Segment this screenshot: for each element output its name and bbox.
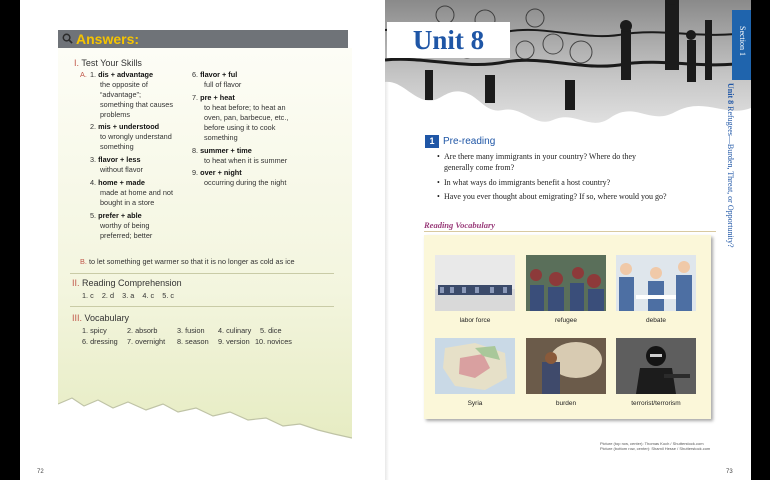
vocab-answer: 5. dice (260, 326, 282, 335)
answer-item-1: 1. dis + advantage (90, 70, 154, 79)
textbook-spread (20, 0, 751, 480)
vocab-label: burden (555, 400, 577, 407)
debate-image (616, 255, 696, 311)
answers-title: Answers: (76, 31, 140, 47)
answer-def-line: to wrongly understand (100, 132, 172, 141)
answers-header (58, 30, 348, 48)
answer-def-line: without flavor (100, 165, 143, 174)
vocab-answer: 2. absorb (127, 326, 158, 335)
terrorist-image (616, 338, 696, 394)
page-number-left: 72 (37, 469, 44, 475)
reading-vocabulary-title: Reading Vocabulary (424, 220, 496, 230)
page-number-right: 73 (726, 469, 733, 475)
vocabulary-panel (424, 235, 711, 419)
vocab-label: terrorist/terrorism (631, 400, 681, 407)
vocab-answer: 3. fusion (177, 326, 205, 335)
vocab-answer: 6. dressing (82, 337, 118, 346)
refugees-fence-photo (385, 0, 751, 135)
prereading-title: Pre-reading (443, 136, 496, 147)
unit-title: Unit 8 (387, 22, 510, 58)
divider (424, 231, 716, 232)
answer-def-line: before using it to cook (204, 123, 276, 132)
answer-def-line: oven, pan, barbecue, etc., (204, 113, 289, 122)
vocab-label: refugee (554, 317, 578, 324)
answer-def-line: to heat when it is summer (204, 156, 288, 165)
section-i-heading: I. Test Your Skills (74, 58, 142, 68)
vocab-answer: 9. version (218, 337, 250, 346)
answer-item-7: 7. pre + heat (192, 93, 235, 102)
answer-def-line: occurring during the night (204, 178, 287, 187)
vocab-answer: 8. season (177, 337, 209, 346)
part-b-answer: B. to let something get warmer so that it is no longer as cold as ice (80, 257, 295, 266)
answer-item-3: 3. flavor + less (90, 155, 141, 164)
vocab-answer: 4. culinary (218, 326, 252, 335)
answer-def-line: something (204, 133, 238, 142)
vocab-label: labor force (459, 317, 491, 324)
prereading-question: • Have you ever thought about emigrating? If so, where would you go? (444, 192, 667, 202)
answer-def-line: something (100, 142, 134, 151)
vocab-label: debate (646, 317, 666, 324)
answer-item-6: 6. flavor + ful (192, 70, 238, 79)
prereading-number: 1 (425, 135, 439, 148)
refugee-image (526, 255, 606, 311)
answer-def-line: problems (100, 110, 131, 119)
burden-image (526, 338, 606, 394)
vocab-label: Syria (467, 400, 483, 407)
divider (70, 273, 334, 274)
answer-item-8: 8. summer + time (192, 146, 252, 155)
syria-map-image (435, 338, 515, 394)
answer-def-line: made at home and not (100, 188, 174, 197)
prereading-question: • In what ways do immigrants benefit a host country? (444, 178, 610, 188)
section-tab: Section 1 (732, 10, 751, 80)
section-iii-heading: III. Vocabulary (72, 313, 130, 323)
answer-item-9: 9. over + night (192, 168, 242, 177)
answer-def-line: “advantage”; (100, 90, 141, 99)
answer-def-line: worthy of being (100, 221, 150, 230)
vertical-unit-title: Unit 8 Refugees—Burden, Threat, or Opportunity? (726, 83, 735, 248)
answer-def-line: bought in a store (100, 198, 155, 207)
photo-credit: Picture (top row, center): Thomas Koch / Shutterstock.com Picture (bottom row, center): Shamil Hesse / Shutterstock.com (600, 441, 711, 451)
answer-def-line: full of flavor (204, 80, 242, 89)
reading-comprehension-answers: 1. c 2. d 3. a 4. c 5. c (82, 291, 175, 300)
vocab-answer: 1. spicy (82, 326, 107, 335)
magnifier-icon (62, 33, 73, 44)
answer-item-2: 2. mis + understood (90, 122, 160, 131)
answer-def-line: the opposite of (100, 80, 148, 89)
prereading-question-cont: generally come from? (444, 163, 515, 172)
section-ii-heading: II. Reading Comprehension (72, 278, 182, 288)
prereading-question: • Are there many immigrants in your country? Where do they (444, 152, 636, 162)
vocab-answer: 7. overnight (127, 337, 166, 346)
vocab-answer: 10. novices (255, 337, 292, 346)
answer-item-4: 4. home + made (90, 178, 145, 187)
answer-def-line: to heat before; to heat an (204, 103, 286, 112)
part-a-letter: A. (80, 70, 87, 79)
torn-paper-edge (58, 390, 352, 460)
labor-force-image (435, 255, 515, 311)
answer-def-line: preferred; better (100, 231, 153, 240)
divider (70, 306, 334, 307)
answer-def-line: something that causes (100, 100, 174, 109)
answer-item-5: 5. prefer + able (90, 211, 142, 220)
